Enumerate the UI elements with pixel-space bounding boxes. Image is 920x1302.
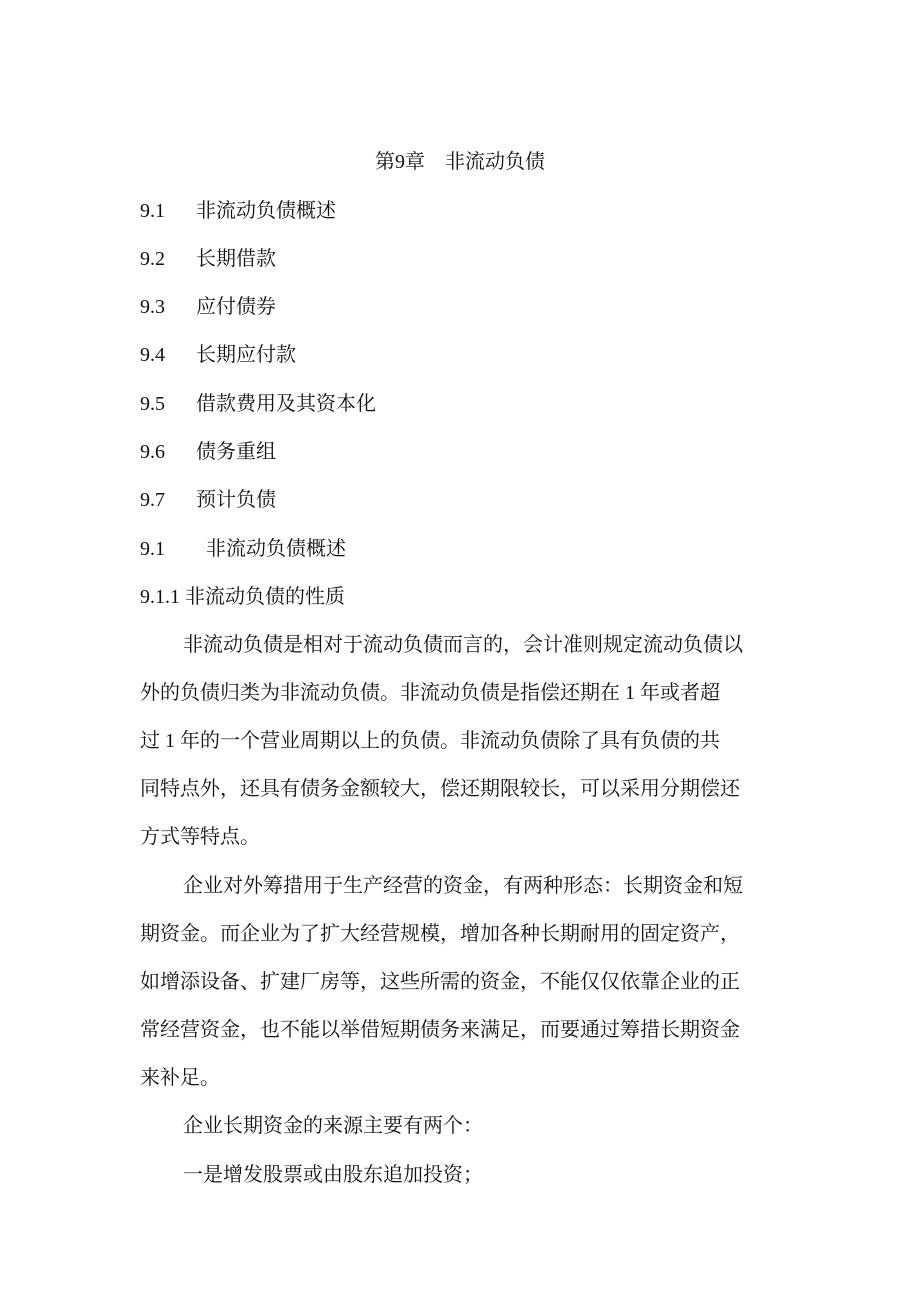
toc-item xyxy=(140,438,276,466)
toc-num: 9.3 xyxy=(140,296,165,318)
section-label: 非流动负债概述 xyxy=(206,538,346,560)
toc-item xyxy=(140,245,276,273)
text-line: 期资金。而企业为了扩大经营规模，增加各种长期耐用的固定资产， xyxy=(140,923,740,945)
text-line: 来补足。 xyxy=(140,1067,220,1089)
text-line: 企业长期资金的来源主要有两个： xyxy=(183,1115,483,1137)
toc-num: 9.5 xyxy=(140,393,165,415)
text-line: 外的负债归类为非流动负债。非流动负债是指偿还期在 1 年或者超 xyxy=(140,682,720,704)
text-line: 过 1 年的一个营业周期以上的负债。非流动负债除了具有负债的共 xyxy=(140,730,720,752)
text-line: 非流动负债是相对于流动负债而言的，会计准则规定流动负债以 xyxy=(183,634,743,656)
toc-item xyxy=(140,293,276,321)
toc-num: 9.4 xyxy=(140,344,165,366)
toc-item xyxy=(140,197,336,225)
toc-label: 非流动负债概述 xyxy=(196,200,336,222)
chapter-number: 第9章 xyxy=(375,151,425,173)
subsection-label: 非流动负债的性质 xyxy=(185,586,345,608)
toc-label: 长期应付款 xyxy=(196,344,296,366)
text-line: 如增添设备、扩建厂房等，这些所需的资金，不能仅仅依靠企业的正 xyxy=(140,971,740,993)
chapter-name: 非流动负债 xyxy=(445,151,545,173)
toc-item xyxy=(140,486,276,514)
toc-item xyxy=(140,341,296,369)
toc-num: 9.6 xyxy=(140,441,165,463)
chapter-title xyxy=(0,148,920,176)
subsection-num: 9.1.1 xyxy=(140,586,180,608)
toc-num: 9.2 xyxy=(140,248,165,270)
text-line: 企业对外筹措用于生产经营的资金，有两种形态：长期资金和短 xyxy=(183,875,743,897)
toc-label: 借款费用及其资本化 xyxy=(196,393,376,415)
toc-label: 债务重组 xyxy=(196,441,276,463)
section-heading xyxy=(140,535,346,563)
text-line: 同特点外，还具有债务金额较大，偿还期限较长，可以采用分期偿还 xyxy=(140,778,740,800)
toc-num: 9.1 xyxy=(140,200,165,222)
text-line: 方式等特点。 xyxy=(140,826,260,848)
toc-label: 预计负债 xyxy=(196,489,276,511)
text-line: 一是增发股票或由股东追加投资； xyxy=(183,1164,483,1186)
subsection-heading xyxy=(140,583,345,611)
toc-num: 9.7 xyxy=(140,489,165,511)
section-num: 9.1 xyxy=(140,538,165,560)
text-line: 常经营资金，也不能以举借短期债务来满足，而要通过筹措长期资金 xyxy=(140,1019,740,1041)
toc-label: 应付债券 xyxy=(196,296,276,318)
toc-label: 长期借款 xyxy=(196,248,276,270)
toc-item xyxy=(140,390,376,418)
